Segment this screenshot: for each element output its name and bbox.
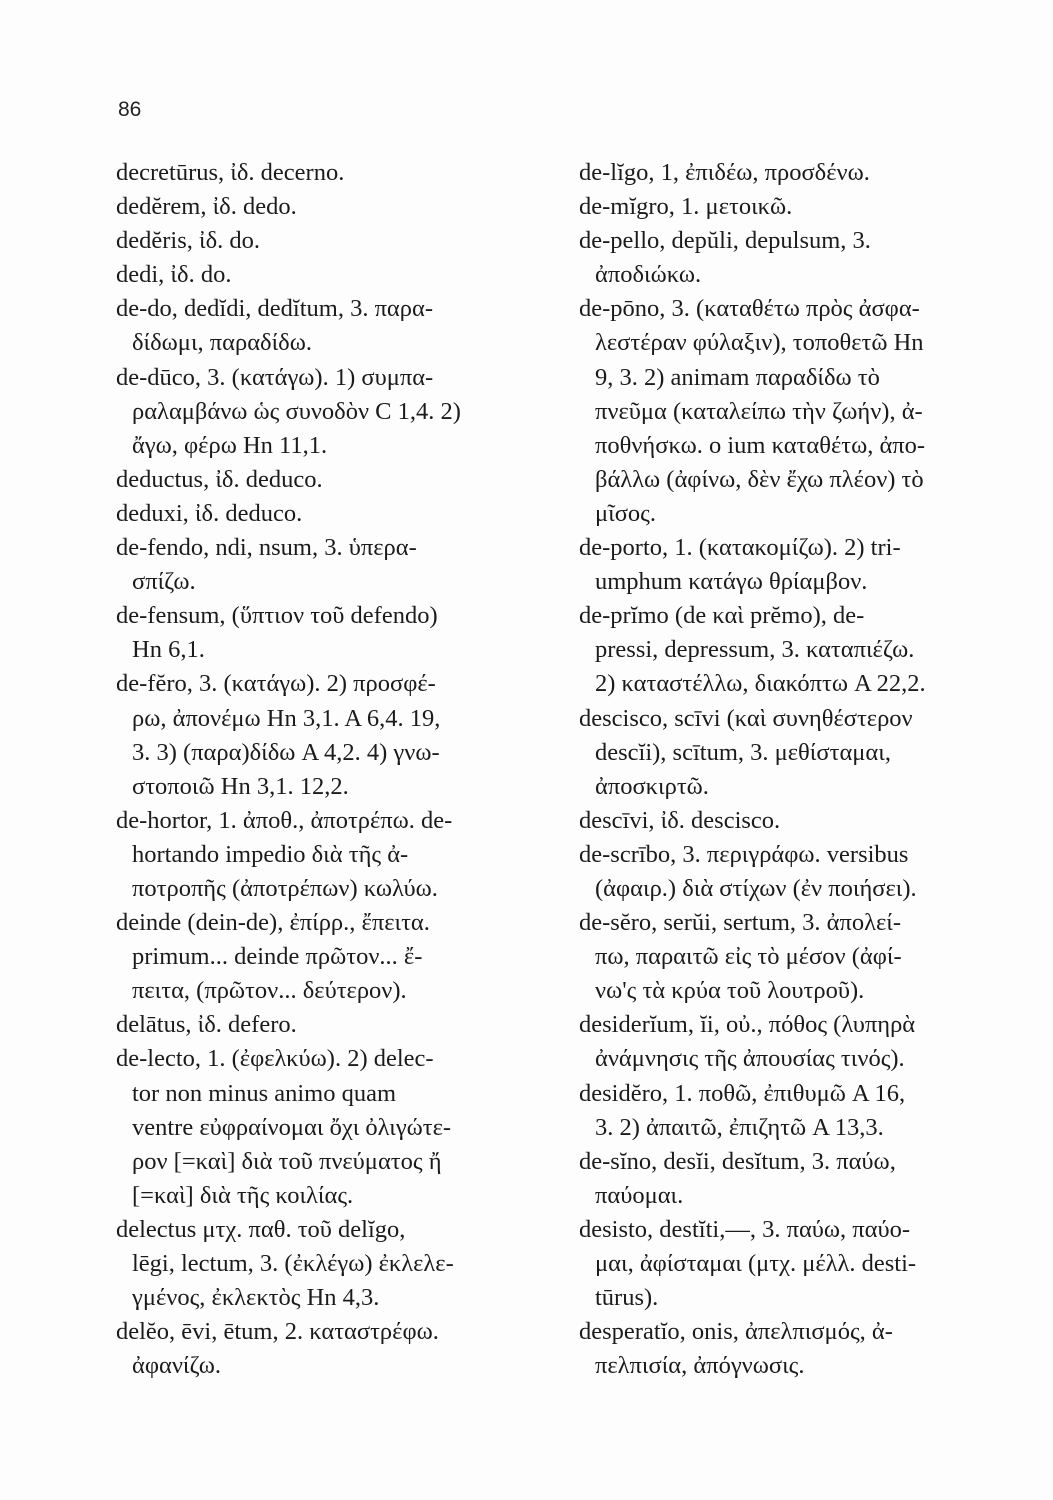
right-column (579, 156, 1005, 1383)
entry-headword-line: decretūrus, ἰδ. decerno. (116, 159, 345, 186)
entry-headword-line: dedĕrem, ἰδ. dedo. (116, 193, 297, 221)
entry-continuation-line: ἀποσκιρτῶ. (595, 772, 709, 800)
entry-headword-line: desidĕro, 1. ποθῶ, ἐπιθυμῶ A 16, (579, 1079, 906, 1107)
entry-continuation-line: λεστέραν φύλαξιν), τοποθετῶ Hn (595, 329, 924, 357)
entry-headword-line: de-fensum, (ὕπτιον τοῦ defendo) (116, 602, 438, 630)
entry-headword-line: deinde (dein-de), ἐπίρρ., ἔπειτα. (116, 909, 430, 937)
entry-continuation-line: στοποιῶ Hn 3,1. 12,2. (132, 772, 349, 800)
entry-headword-line: desisto, destĭti,—, 3. παύω, παύο- (579, 1215, 911, 1243)
entry-headword-line: desiderĭum, ĭi, οὐ., πόθος (λυπηρὰ (579, 1011, 916, 1039)
entry-headword-line: de-lecto, 1. (ἐφελκύω). 2) delec- (116, 1045, 434, 1073)
entry-headword-line: de-mĭgro, 1. μετοικῶ. (579, 193, 793, 221)
entry-continuation-line: ρον [=καὶ] διὰ τοῦ πνεύματος ἤ (132, 1147, 442, 1175)
entry-headword-line: de-fĕro, 3. (κατάγω). 2) προσφέ- (116, 670, 436, 698)
entry-continuation-line: ventre εὐφραίνομαι ὄχι ὀλιγώτε- (132, 1113, 452, 1141)
entry-headword-line: de-fendo, ndi, nsum, 3. ὑπερα- (116, 534, 417, 562)
entry-continuation-line: ἀνάμνησις τῆς ἀπουσίας τινός). (595, 1045, 905, 1073)
entry-continuation-line: πελπισία, ἀπόγνωσις. (595, 1352, 805, 1380)
entry-continuation-line: hortando impedio διὰ τῆς ἀ- (132, 840, 409, 868)
entry-continuation-line: νω'ς τὰ κρύα τοῦ λουτροῦ). (595, 977, 865, 1005)
entry-continuation-line: umphum κατάγω θρίαμβον. (595, 568, 868, 596)
entry-continuation-line: tor non minus animo quam (132, 1079, 397, 1107)
entry-continuation-line: σπίζω. (132, 568, 196, 596)
entry-headword-line: de-sĕro, serŭi, sertum, 3. ἀπολεί- (579, 909, 902, 937)
entry-continuation-line: ρω, ἀπονέμω Hn 3,1. A 6,4. 19, (132, 704, 441, 732)
entry-continuation-line: ἀφανίζω. (132, 1352, 221, 1380)
entry-continuation-line: (ἀφαιρ.) διὰ στίχων (ἐν ποιήσει). (595, 874, 917, 902)
entry-headword-line: de-sĭno, desĭi, desĭtum, 3. παύω, (579, 1147, 896, 1175)
entry-continuation-line: lēgi, lectum, 3. (ἐκλέγω) ἐκλελε- (132, 1250, 454, 1277)
entry-headword-line: dedi, ἰδ. do. (116, 261, 232, 289)
entry-continuation-line: 2) καταστέλλω, διακόπτω A 22,2. (595, 670, 926, 698)
entry-headword-line: de-porto, 1. (κατακομίζω). 2) tri- (579, 534, 901, 562)
entry-continuation-line: tūrus). (595, 1284, 659, 1312)
entry-continuation-line: γμένος, ἐκλεκτὸς Hn 4,3. (132, 1284, 380, 1312)
entry-headword-line: de-pōno, 3. (καταθέτω πρὸς ἀσφα- (579, 295, 920, 323)
entry-headword-line: descisco, scīvi (καὶ συνηθέστερον (579, 704, 913, 732)
entry-continuation-line: δίδωμι, παραδίδω. (132, 329, 312, 357)
entry-headword-line: deductus, ἰδ. deduco. (116, 465, 323, 493)
entry-headword-line: de-hortor, 1. ἀποθ., ἀποτρέπω. de- (116, 806, 453, 834)
left-column (116, 156, 544, 1383)
entry-continuation-line: [=καὶ] διὰ τῆς κοιλίας. (132, 1181, 354, 1209)
entry-continuation-line: 9, 3. 2) animam παραδίδω τὸ (595, 363, 880, 391)
entry-continuation-line: βάλλω (ἀφίνω, δὲν ἔχω πλέον) τὸ (595, 465, 924, 493)
entry-headword-line: de-dūco, 3. (κατάγω). 1) συμπα- (116, 363, 434, 391)
entry-continuation-line: ἄγω, φέρω Hn 11,1. (132, 431, 328, 459)
entry-headword-line: de-prĭmo (de καὶ prĕmo), de- (579, 602, 865, 630)
entry-headword-line: delectus μτχ. παθ. τοῦ delĭgo, (116, 1215, 406, 1243)
entry-headword-line: de-pello, depŭli, depulsum, 3. (579, 227, 871, 255)
entry-headword-line: de-scrībo, 3. περιγράφω. versibus (579, 840, 909, 868)
entry-headword-line: delātus, ἰδ. defero. (116, 1011, 297, 1039)
entry-headword-line: deduxi, ἰδ. deduco. (116, 499, 303, 527)
entry-headword-line: de-lĭgo, 1, ἐπιδέω, προσδένω. (579, 159, 870, 186)
entry-continuation-line: πειτα, (πρῶτον... δεύτερον). (132, 977, 407, 1005)
page-number: 86 (118, 98, 142, 121)
entry-continuation-line: primum... deinde πρῶτον... ἔ- (132, 943, 423, 971)
entry-continuation-line: ραλαμβάνω ὡς συνοδὸν C 1,4. 2) (132, 397, 461, 425)
entry-headword-line: desperatĭo, onis, ἀπελπισμός, ἀ- (579, 1318, 893, 1346)
entry-continuation-line: Hn 6,1. (132, 636, 205, 664)
entry-headword-line: descīvi, ἰδ. descisco. (579, 806, 781, 834)
entry-continuation-line: παύομαι. (595, 1181, 684, 1209)
entry-continuation-line: 3. 2) ἀπαιτῶ, ἐπιζητῶ A 13,3. (595, 1113, 884, 1141)
entry-headword-line: de-do, dedĭdi, dedĭtum, 3. παρα- (116, 295, 433, 323)
entry-continuation-line: pressi, depressum, 3. καταπιέζω. (595, 636, 915, 664)
entry-continuation-line: πω, παραιτῶ εἰς τὸ μέσον (ἀφί- (595, 943, 902, 971)
entry-headword-line: dedĕris, ἰδ. do. (116, 227, 261, 255)
entry-continuation-line: ποθνήσκω. o ium καταθέτω, ἀπο- (595, 431, 926, 459)
entry-continuation-line: ἀποδιώκω. (595, 261, 702, 289)
entry-continuation-line: μαι, ἀφίσταμαι (μτχ. μέλλ. desti- (595, 1250, 917, 1277)
entry-continuation-line: descĭi), scītum, 3. μεθίσταμαι, (595, 738, 891, 766)
entry-headword-line: delĕo, ēvi, ētum, 2. καταστρέφω. (116, 1318, 439, 1346)
entry-continuation-line: ποτροπῆς (ἀποτρέπων) κωλύω. (132, 874, 438, 902)
entry-continuation-line: πνεῦμα (καταλείπω τὴν ζωήν), ἀ- (595, 397, 923, 425)
entry-continuation-line: 3. 3) (παρα)δίδω A 4,2. 4) γνω- (132, 738, 440, 766)
entry-continuation-line: μῖσος. (595, 499, 657, 527)
